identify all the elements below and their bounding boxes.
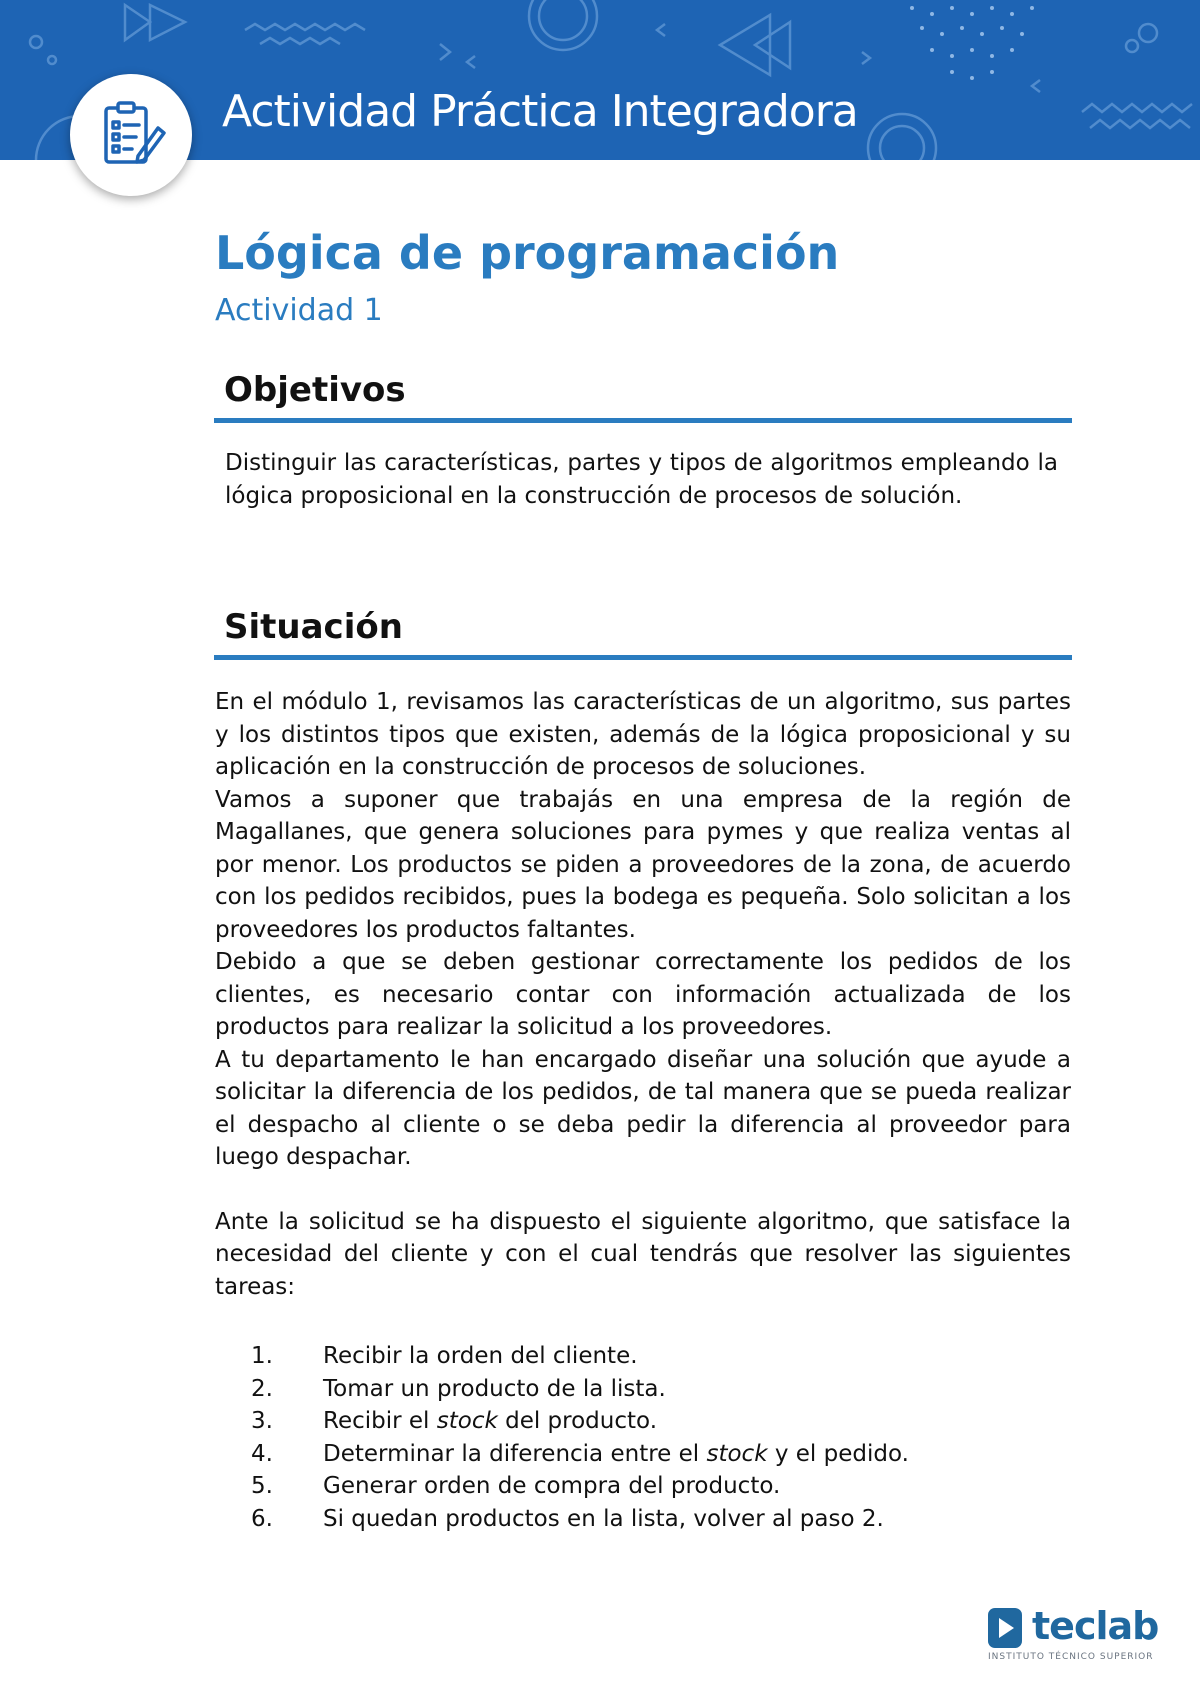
step-number: 3. (251, 1408, 273, 1434)
situation-body (215, 686, 1071, 1303)
badge (70, 74, 192, 196)
list-item (215, 1503, 1075, 1536)
document-subtitle: Actividad 1 (215, 293, 383, 328)
list-item (215, 1438, 1075, 1471)
situation-paragraph: A tu departamento le han encargado diseñar una solución que ayude a solicitar la diferencia de los pedidos, de tal manera que se pueda realizar el despacho al cliente o se deba pedir la diferencia al proveedor para luego despachar. (215, 1046, 1071, 1170)
algorithm-steps (215, 1340, 1075, 1535)
step-number: 1. (251, 1343, 273, 1369)
situation-heading: Situación (224, 607, 403, 647)
step-number: 2. (251, 1375, 273, 1402)
objectives-heading-block (214, 366, 1072, 423)
list-item (215, 1373, 1075, 1406)
logo-tagline: INSTITUTO TÉCNICO SUPERIOR (988, 1652, 1154, 1662)
document-title: Lógica de programación (215, 226, 840, 280)
situation-heading-block (214, 603, 1072, 660)
objectives-heading: Objetivos (224, 370, 406, 410)
situation-paragraph: Ante la solicitud se ha dispuesto el siguiente algoritmo, que satisface la necesidad del cliente y con el cual tendrás que resolver las siguientes tareas: (215, 1208, 1071, 1300)
logo-wordmark: teclab (1032, 1604, 1159, 1648)
step-number: 6. (251, 1505, 273, 1532)
step-text: Generar orden de compra del producto. (323, 1473, 781, 1499)
checklist-document-icon (94, 98, 168, 172)
list-item (215, 1405, 1075, 1438)
step-number: 4. (251, 1440, 273, 1467)
banner-title: Actividad Práctica Integradora (222, 86, 858, 137)
step-text: Si quedan productos en la lista, volver al paso 2. (323, 1505, 884, 1532)
situation-paragraph: En el módulo 1, revisamos las características de un algoritmo, sus partes y los distintos tipos que existen, además de la lógica proposicional y su aplicación en la construcción de procesos de soluciones. (215, 689, 1071, 780)
step-text: Determinar la diferencia entre el stock y el pedido. (323, 1440, 909, 1467)
stock-term: stock (436, 1408, 498, 1434)
list-item (215, 1470, 1075, 1503)
situation-paragraph: Debido a que se deben gestionar correctamente los pedidos de los clientes, es necesario contar con información actualizada de los productos para realizar la solicitud a los proveedores. (215, 949, 1071, 1040)
step-text: Recibir la orden del cliente. (323, 1343, 638, 1369)
teclab-logo (986, 1604, 1166, 1666)
situation-paragraph: Vamos a suponer que trabajás en una empresa de la región de Magallanes, que genera soluciones para pymes y que realiza ventas al por menor. Los productos se piden a proveedores de la zona, de acuerdo con los pedidos recibidos, pues la bodega es pequeña. Solo solicitan a los proveedores los productos faltantes. (215, 786, 1071, 943)
stock-term: stock (706, 1440, 768, 1467)
play-icon (986, 1606, 1026, 1650)
step-text: Tomar un producto de la lista. (323, 1375, 666, 1402)
step-text: Recibir el stock del producto. (323, 1408, 657, 1434)
list-item (215, 1340, 1075, 1373)
step-number: 5. (251, 1473, 273, 1499)
objectives-text: Distinguir las características, partes y tipos de algoritmos empleando la lógica proposicional en la construcción de procesos de solución. (225, 450, 1058, 509)
